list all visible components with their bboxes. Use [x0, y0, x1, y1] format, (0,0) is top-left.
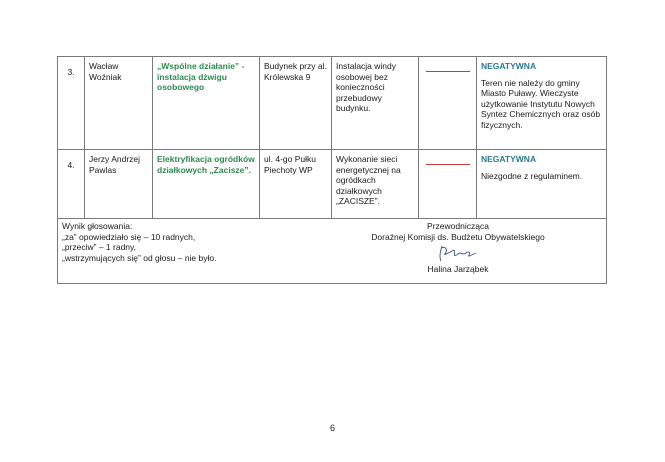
- handwritten-signature: [428, 242, 488, 264]
- project-description: Instalacja windy osobowej bez konieczności przebudowy budynku.: [336, 61, 397, 113]
- vote-result: [62, 221, 216, 263]
- project-location: ul. 4-go Pułku Piechoty WP: [264, 154, 316, 175]
- summary-row: [58, 219, 607, 284]
- signature-role: Przewodnicząca: [427, 221, 489, 231]
- result-label: NEGATYWNA: [481, 154, 537, 164]
- table-row: [58, 150, 607, 219]
- vote-abstain: „wstrzymujących się” od głosu – nie było.: [62, 252, 217, 263]
- result-reason: Teren nie należy do gminy Miasto Puławy. Wieczyste użytkowanie Instytutu Nowych Syntez Chemicznych oraz osób fizycznych.: [481, 77, 601, 130]
- projects-table: [57, 56, 607, 284]
- row-number: 4.: [67, 160, 75, 170]
- project-location: Budynek przy al. Królewska 9: [264, 61, 327, 82]
- project-description: Wykonanie sieci energetycznej na ogródkach działkowych „ZACISZE”.: [336, 154, 401, 206]
- page-number: 6: [330, 423, 336, 433]
- applicant-name: Jerzy Andrzej Pawlas: [89, 154, 141, 175]
- table-row: [58, 57, 607, 150]
- vote-heading: Wynik głosowania:: [62, 221, 133, 231]
- row-number: 3.: [67, 67, 75, 77]
- applicant-name: Wacław Woźniak: [89, 61, 122, 82]
- result-label: NEGATYWNA: [481, 61, 537, 71]
- empty-cost-dash: [426, 164, 470, 165]
- vote-for: „za” opowiedziało się – 10 radnych,: [62, 231, 196, 242]
- project-title: „Wspólne działanie” - instalacja dźwigu osobowego: [157, 61, 245, 92]
- signature-block: [358, 221, 558, 275]
- signature-name: Halina Jarząbek: [427, 264, 489, 274]
- empty-cost-dash: [426, 71, 470, 72]
- vote-against: „przeciw” – 1 radny,: [62, 242, 137, 252]
- signature-body: Doraźnej Komisji ds. Budżetu Obywatelskiego: [371, 231, 545, 242]
- result-reason: Niezgodne z regulaminem.: [481, 170, 583, 181]
- project-title: Elektryfikacja ogródków działkowych „Zacisze”.: [157, 154, 255, 175]
